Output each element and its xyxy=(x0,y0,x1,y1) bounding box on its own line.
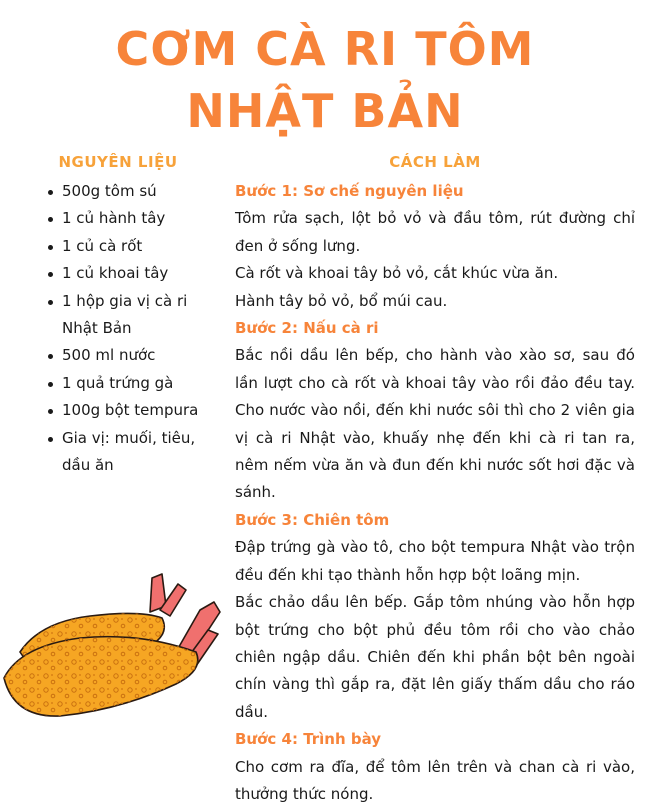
ingredient-item: 1 quả trứng gà xyxy=(48,370,238,397)
step-title: Bước 2: Nấu cà ri xyxy=(235,319,379,338)
tempura-shrimp-icon xyxy=(0,560,235,730)
ingredients-heading: NGUYÊN LIỆU xyxy=(58,153,178,171)
recipe-title xyxy=(0,18,650,142)
ingredient-item: 1 củ cà rốt xyxy=(48,233,238,260)
ingredient-item: 100g bột tempura xyxy=(48,397,238,424)
step-1 xyxy=(235,178,635,315)
step-2 xyxy=(235,315,635,507)
step-paragraph: Cà rốt và khoai tây bỏ vỏ, cắt khúc vừa ăn. xyxy=(235,264,559,283)
step-title: Bước 1: Sơ chế nguyên liệu xyxy=(235,182,464,200)
ingredients-list xyxy=(48,178,238,479)
step-paragraph: Bắc nồi dầu lên bếp, cho hành vào xào sơ, sau đó lần lượt cho cà rốt và khoai tây vào rồi đảo đều tay. Cho nước vào nồi, đến khi nước sôi thì cho 2 viên gia vị cà ri Nhật vào, khuấy nhẹ đến khi cà ri tan ra, nêm nếm vừa ăn và đun đến khi nước sốt hơi đặc và sánh. xyxy=(235,346,635,502)
step-3 xyxy=(235,507,635,726)
ingredient-item: 500 ml nước xyxy=(48,342,238,369)
ingredients-section xyxy=(48,150,238,479)
recipe-title-line-1: CƠM CÀ RI TÔM xyxy=(115,22,535,76)
method-section xyxy=(235,150,635,808)
step-paragraph: Bắc chảo dầu lên bếp. Gắp tôm nhúng vào hỗn hợp bột trứng cho bột phủ đều tôm rồi cho vào chảo chiên ngập dầu. Chiên đến khi phần bột bên ngoài chín vàng thì gắp ra, đặt lên giấy thấm dầu cho ráo dầu. xyxy=(235,593,635,721)
step-paragraph: Tôm rửa sạch, lột bỏ vỏ và đầu tôm, rút đường chỉ đen ở sống lưng. xyxy=(235,209,635,255)
ingredient-item: 500g tôm sú xyxy=(48,178,238,205)
ingredient-item: 1 củ hành tây xyxy=(48,205,238,232)
step-title: Bước 4: Trình bày xyxy=(235,730,382,749)
step-paragraph: Cho cơm ra đĩa, để tôm lên trên và chan cà ri vào, thưởng thức nóng. xyxy=(235,757,635,803)
step-4 xyxy=(235,726,635,808)
step-title: Bước 3: Chiên tôm xyxy=(235,510,390,529)
method-heading: CÁCH LÀM xyxy=(389,153,481,171)
ingredient-item: 1 củ khoai tây xyxy=(48,260,238,287)
recipe-title-line-2: NHẬT BẢN xyxy=(186,84,464,138)
step-paragraph: Hành tây bỏ vỏ, bổ múi cau. xyxy=(235,291,448,310)
ingredient-item: Gia vị: muối, tiêu, dầu ăn xyxy=(48,425,212,480)
ingredient-item: 1 hộp gia vị cà ri Nhật Bản xyxy=(48,288,212,343)
step-paragraph: Đập trứng gà vào tô, cho bột tempura Nhật vào trộn đều đến khi tạo thành hỗn hợp bột loãng mịn. xyxy=(235,538,635,584)
